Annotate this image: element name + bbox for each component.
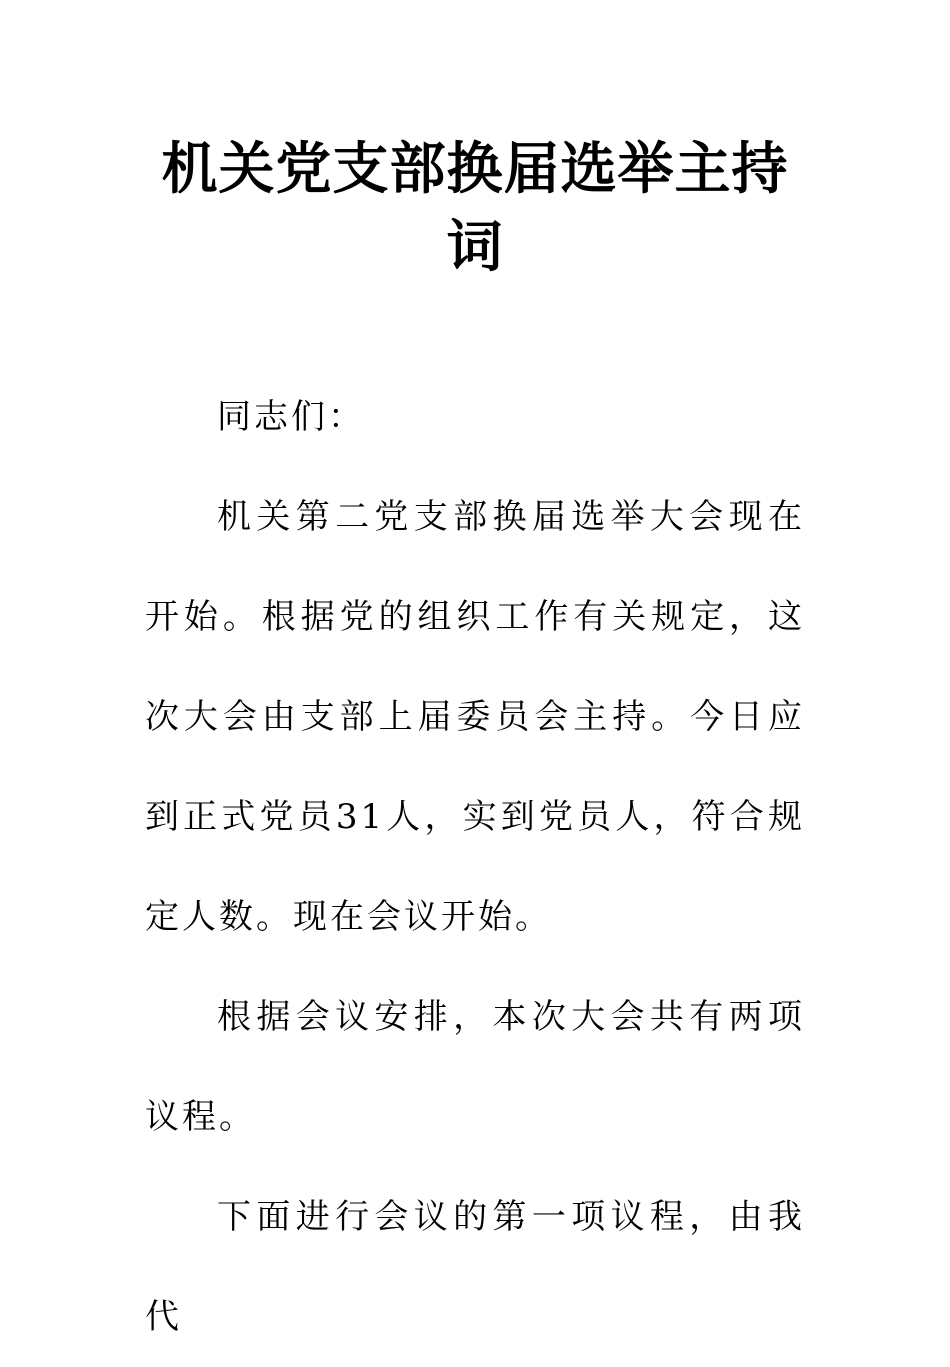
paragraph-salutation: 同志们：	[217, 397, 365, 437]
document-title: 机关党支部换届选举主持词	[161, 136, 789, 280]
paragraph-opening: 机关第二党支部换届选举大会现在开始。根据党的组织工作有关规定，这次大会由支部上届委员会主持。今日应到正式党员31人，实到党员人，符合规定人数。现在会议开始。	[145, 497, 805, 937]
document-body	[145, 367, 805, 1367]
paragraph-first-item: 下面进行会议的第一项议程，由我代	[145, 1197, 805, 1337]
paragraph-agenda: 根据会议安排，本次大会共有两项议程。	[145, 997, 805, 1137]
